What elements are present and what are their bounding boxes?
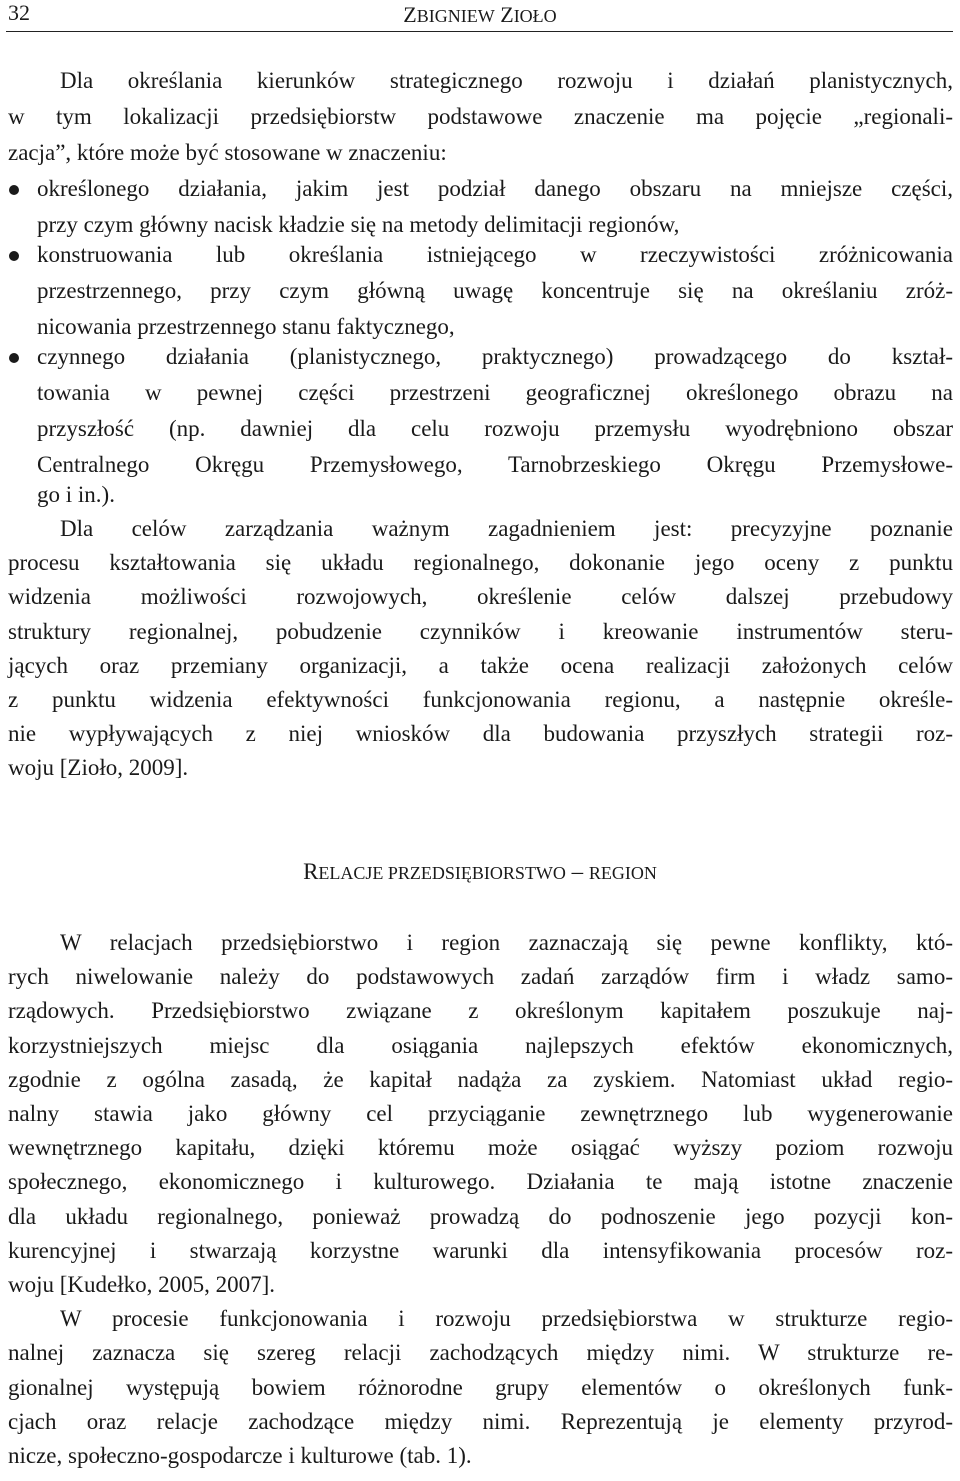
text-line: nicze, społeczno-gospodarcze i kulturowe (tab. 1). xyxy=(8,1443,472,1468)
text-line: nie wypływających z niej wniosków dla budowania przyszłych strategii roz- xyxy=(8,721,953,746)
text-line: przyszłość (np. dawniej dla celu rozwoju przemysłu wyodrębniono obszar xyxy=(37,416,953,441)
running-head-initial-1: Z xyxy=(403,2,417,27)
text-line: W procesie funkcjonowania i rozwoju przedsiębiorstwa w strukturze regio- xyxy=(60,1306,953,1331)
text-line: Dla określania kierunków strategicznego rozwoju i działań planistycznych, xyxy=(60,68,953,93)
text-line: określonego działania, jakim jest podział danego obszaru na mniejsze części, xyxy=(37,176,953,201)
text-line: społecznego, ekonomicznego i kulturowego. Działania te mają istotne znaczenie xyxy=(8,1169,953,1194)
section-title-dash: – xyxy=(571,859,584,884)
text-line: Centralnego Okręgu Przemysłowego, Tarnobrzeskiego Okręgu Przemysłowe- xyxy=(37,452,953,477)
text-line: w tym lokalizacji przedsiębiorstw podstawowe znaczenie ma pojęcie „regionali- xyxy=(8,104,953,129)
text-line: z punktu widzenia efektywności funkcjonowania regionu, a następnie określe- xyxy=(8,687,953,712)
text-line: korzystniejszych miejsc dla osiągania najlepszych efektów ekonomicznych, xyxy=(8,1033,953,1058)
text-line: nalny stawia jako główny cel przyciąganie zewnętrznego lub wygenerowanie xyxy=(8,1101,953,1126)
text-line: konstruowania lub określania istniejącego w rzeczywistości zróżnicowania xyxy=(37,242,953,267)
text-line: wewnętrznego kapitału, dzięki któremu może osiągać wyższy poziom rozwoju xyxy=(8,1135,953,1160)
text-line: woju [Kudełko, 2005, 2007]. xyxy=(8,1272,276,1297)
text-line: przy czym główny nacisk kładzie się na metody delimitacji regionów, xyxy=(37,212,680,237)
text-line: nalnej zaznacza się szereg relacji zachodzących między nimi. W strukturze re- xyxy=(8,1340,953,1365)
bullet-icon xyxy=(9,185,19,195)
text-line: kurencyjnej i stwarzają korzystne warunki dla intensyfikowania procesów roz- xyxy=(8,1238,953,1263)
section-title-initial: R xyxy=(303,859,319,884)
header-rule xyxy=(6,31,953,32)
text-line: jących oraz przemiany organizacji, a także ocena realizacji założonych celów xyxy=(8,653,953,678)
section-title-region: REGION xyxy=(588,863,657,883)
text-line: dla układu regionalnego, ponieważ prowadzą do podnoszenie jego pozycji kon- xyxy=(8,1204,953,1229)
text-line: nicowania przestrzennego stanu faktycznego, xyxy=(37,314,455,339)
text-line: rych niwelowanie należy do podstawowych zadań zarządów firm i władz samo- xyxy=(8,964,953,989)
text-line: Dla celów zarządzania ważnym zagadnieniem jest: precyzyjne poznanie xyxy=(60,516,953,541)
text-line: widzenia możliwości rozwojowych, określenie celów dalszej przebudowy xyxy=(8,584,953,609)
text-line: rządowych. Przedsiębiorstwo związane z określonym kapitałem poszukuje naj- xyxy=(8,998,953,1023)
text-line: woju [Zioło, 2009]. xyxy=(8,755,189,780)
running-head xyxy=(0,2,960,29)
bullet-icon xyxy=(9,353,19,363)
text-line: procesu kształtowania się układu regionalnego, dokonanie jego oceny z punktu xyxy=(8,550,953,575)
text-line: zacja”, które może być stosowane w znaczeniu: xyxy=(8,140,447,165)
text-line: W relacjach przedsiębiorstwo i region zaznaczają się pewne konflikty, któ- xyxy=(60,930,953,955)
text-line: czynnego działania (planistycznego, praktycznego) prowadzącego do kształ- xyxy=(37,344,953,369)
running-head-rest-2: IOŁO xyxy=(513,6,557,26)
running-head-rest-1: BIGNIEW xyxy=(416,6,495,26)
text-line: cjach oraz relacje zachodzące między nimi. Reprezentują je elementy przyrod- xyxy=(8,1409,953,1434)
page-number: 32 xyxy=(8,0,30,25)
text-line: zgodnie z ogólna zasadą, że kapitał nadąża za zyskiem. Natomiast układ regio- xyxy=(8,1067,953,1092)
text-line: go i in.). xyxy=(37,482,115,507)
page-header xyxy=(0,0,960,34)
section-title-rest: ELACJE PRZEDSIĘBIORSTWO xyxy=(318,863,566,883)
text-line: przestrzennego, przy czym główną uwagę koncentruje się na określaniu zróż- xyxy=(37,278,953,303)
running-head-initial-2: Z xyxy=(500,2,514,27)
section-title xyxy=(0,857,960,888)
text-line: towania w pewnej części przestrzeni geograficznej określonego obrazu na xyxy=(37,380,953,405)
text-line: gionalnej występują bowiem różnorodne grupy elementów o określonych funk- xyxy=(8,1375,953,1400)
bullet-icon xyxy=(9,251,19,261)
text-line: struktury regionalnej, pobudzenie czynników i kreowanie instrumentów steru- xyxy=(8,619,953,644)
